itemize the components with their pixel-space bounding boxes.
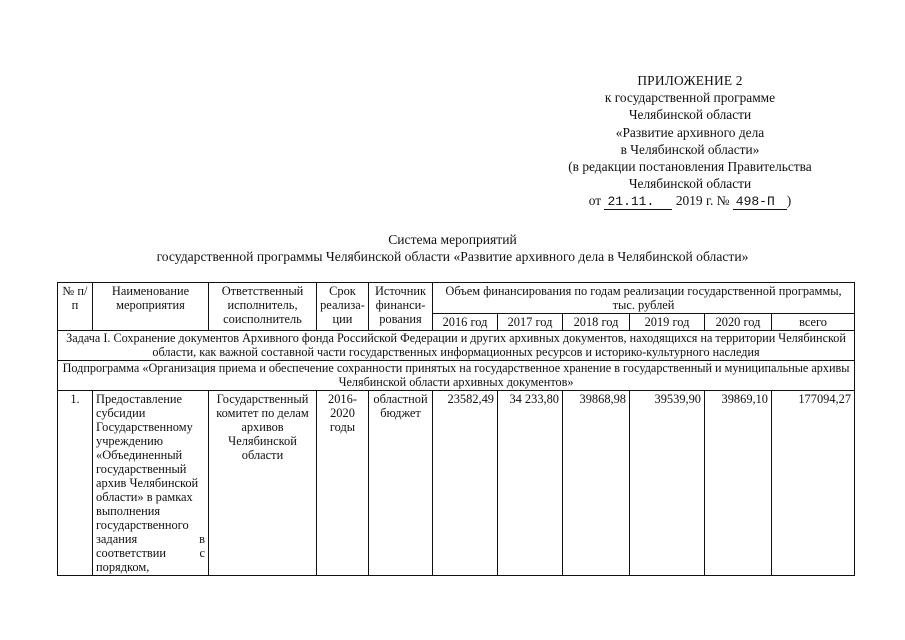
- row-name-word: соответствии: [96, 546, 167, 560]
- handwritten-date: 21.11.: [604, 195, 672, 210]
- header-source: Источник финанси-рования: [369, 283, 433, 331]
- row-name-line: Предоставление: [96, 392, 182, 406]
- header-name: Наименование мероприятия: [93, 283, 209, 331]
- date-suffix: ): [786, 193, 792, 209]
- task-row: [58, 331, 855, 361]
- appendix-line: в Челябинской области»: [620, 141, 760, 157]
- appendix-line: Челябинской области: [628, 107, 752, 123]
- table-row: [58, 391, 855, 576]
- header-year: 2018 год: [563, 314, 630, 331]
- table-header-row: [58, 283, 855, 314]
- resolution-date-line: [540, 192, 840, 210]
- subprogram-cell: Подпрограмма «Организация приема и обеспечение сохранности принятых на государственное хранение в государственный и муниципальные архивы Челябинской области архивных документов»: [58, 361, 855, 391]
- row-name-line: области» в рамках: [96, 490, 193, 504]
- header-funding: Объем финансирования по годам реализации государственной программы, тыс. рублей: [433, 283, 855, 314]
- document-subtitle: государственной программы Челябинской области «Развитие архивного дела в Челябинской области»: [156, 249, 749, 264]
- header-num: № п/п: [58, 283, 93, 331]
- row-source: областной бюджет: [369, 391, 433, 576]
- appendix-block: [540, 72, 840, 210]
- header-year: 2019 год: [630, 314, 705, 331]
- row-name-line: порядком,: [96, 560, 150, 574]
- subprogram-row: [58, 361, 855, 391]
- header-year: 2017 год: [498, 314, 563, 331]
- row-name-line: [96, 546, 205, 560]
- measures-table: [57, 282, 855, 576]
- row-name-line: выполнения: [96, 504, 161, 518]
- appendix-line: (в редакции постановления Правительства: [568, 159, 812, 175]
- row-value: 39869,10: [705, 391, 772, 576]
- appendix-header: ПРИЛОЖЕНИЕ 2: [637, 73, 743, 88]
- year-text: 2019 г. №: [675, 193, 730, 209]
- row-name-line: учреждению: [96, 434, 164, 448]
- row-name-line: [96, 532, 205, 546]
- appendix-line: к государственной программе: [604, 90, 776, 106]
- row-name-line: государственный: [96, 462, 187, 476]
- row-total: 177094,27: [772, 391, 855, 576]
- row-name-line: «Объединенный: [96, 448, 183, 462]
- row-num: 1.: [58, 391, 93, 576]
- appendix-line: «Развитие архивного дела: [615, 124, 765, 140]
- row-value: 23582,49: [433, 391, 498, 576]
- header-executor: Ответственный исполнитель, соисполнитель: [209, 283, 317, 331]
- header-term: Срок реализа-ции: [317, 283, 369, 331]
- row-term: 2016-2020 годы: [317, 391, 369, 576]
- row-name-line: архив Челябинской: [96, 476, 199, 490]
- task-cell: Задача I. Сохранение документов Архивного фонда Российской Федерации и других архивных документов, находящихся на территории Челябинской области, как важной составной части государственных информационных ресурсов и историко-культурного наследия: [58, 331, 855, 361]
- row-value: 39868,98: [563, 391, 630, 576]
- row-name-word: задания: [96, 532, 138, 546]
- row-name-line: Государственному: [96, 420, 193, 434]
- header-total: всего: [772, 314, 855, 331]
- row-value: 34 233,80: [498, 391, 563, 576]
- document-title: Система мероприятий: [388, 232, 517, 247]
- header-year: 2016 год: [433, 314, 498, 331]
- date-prefix: от: [588, 193, 602, 209]
- row-executor: Государственный комитет по делам архивов Челябинской области: [209, 391, 317, 576]
- row-name-line: государственного: [96, 518, 189, 532]
- header-year: 2020 год: [705, 314, 772, 331]
- row-name-line: субсидии: [96, 406, 146, 420]
- row-name: [93, 391, 209, 576]
- row-name-word: в: [199, 532, 205, 546]
- handwritten-number: 498-П: [733, 195, 787, 210]
- row-value: 39539,90: [630, 391, 705, 576]
- row-name-word: с: [199, 546, 205, 560]
- appendix-line: Челябинской области: [628, 176, 752, 192]
